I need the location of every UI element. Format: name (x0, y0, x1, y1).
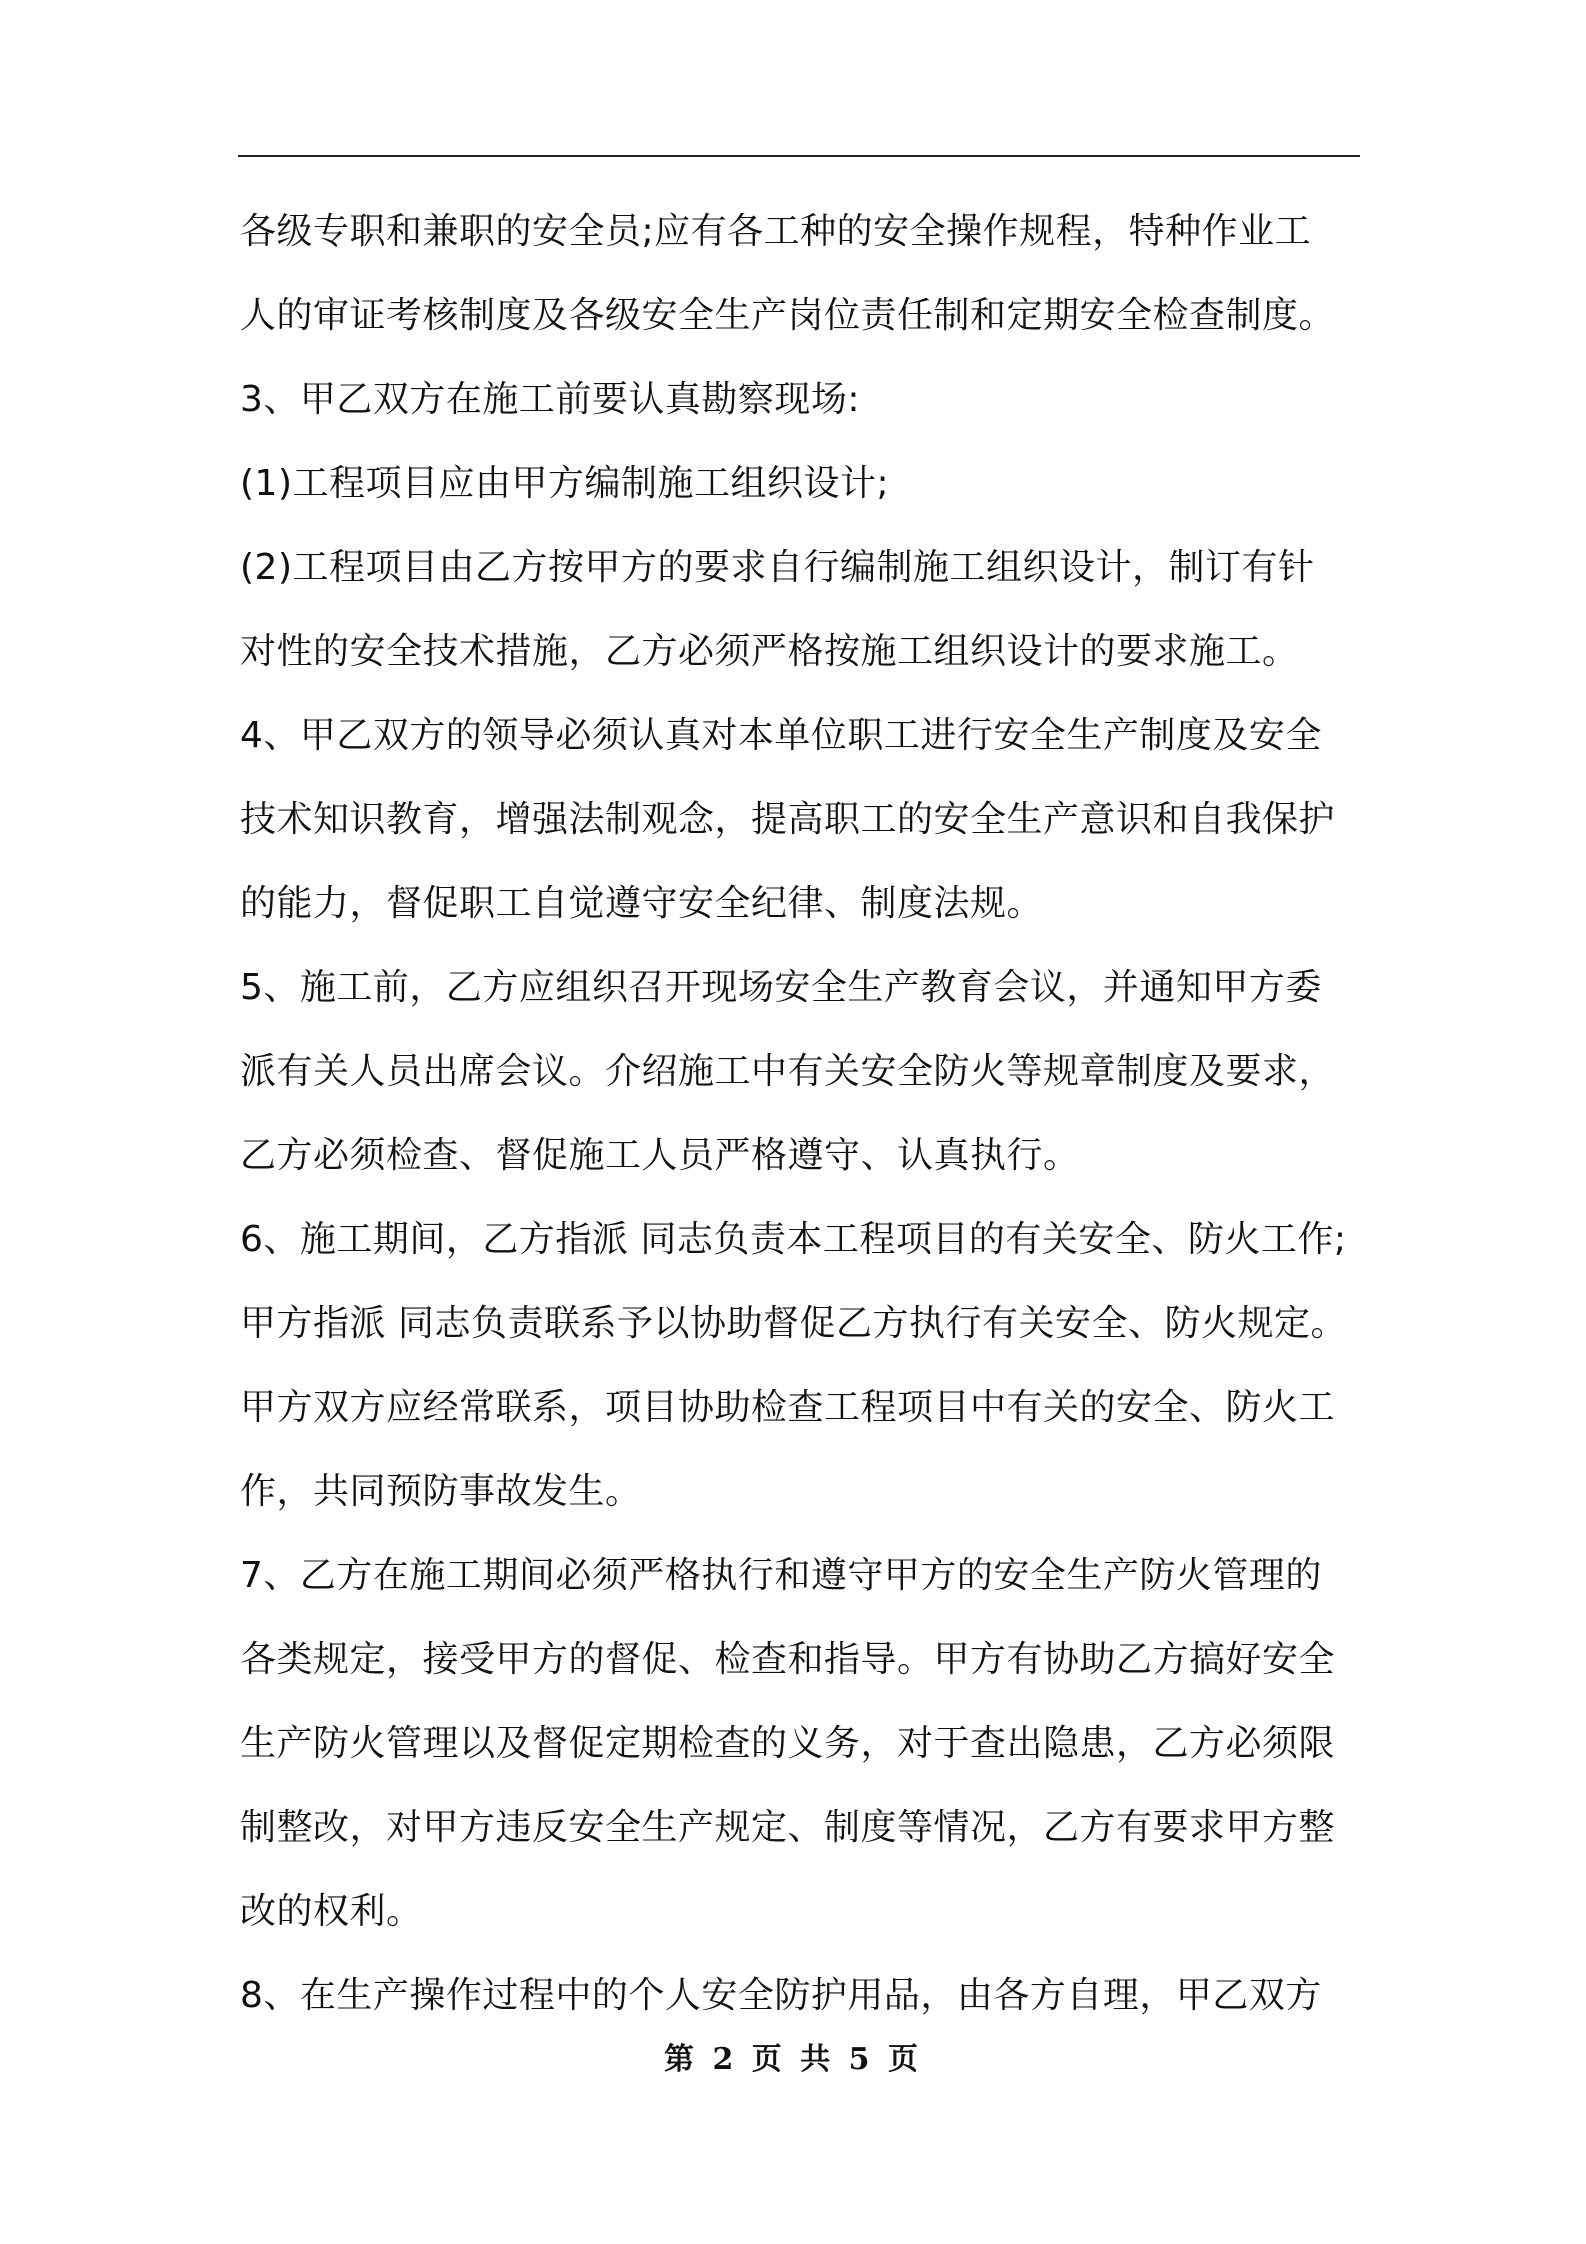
text-line: 5、施工前，乙方应组织召开现场安全生产教育会议，并通知甲方委 (240, 967, 1322, 1008)
text-line: 8、在生产操作过程中的个人安全防护用品，由各方自理，甲乙双方 (240, 1975, 1322, 2016)
text-line: 各类规定，接受甲方的督促、检查和指导。甲方有协助乙方搞好安全 (240, 1639, 1336, 1680)
text-line: 甲方双方应经常联系，项目协助检查工程项目中有关的安全、防火工 (240, 1387, 1336, 1428)
document-body (240, 190, 1365, 2038)
text-line: 甲方指派 同志负责联系予以协助督促乙方执行有关安全、防火规定。 (240, 1303, 1347, 1344)
text-line: 作，共同预防事故发生。 (240, 1471, 642, 1512)
text-line: 技术知识教育，增强法制观念，提高职工的安全生产意识和自我保护 (240, 799, 1336, 840)
text-line: 6、施工期间，乙方指派 同志负责本工程项目的有关安全、防火工作; (240, 1219, 1347, 1260)
text-line: 各级专职和兼职的安全员;应有各工种的安全操作规程，特种作业工 (240, 211, 1312, 252)
text-line: 改的权利。 (240, 1891, 423, 1932)
text-line: 派有关人员出席会议。介绍施工中有关安全防火等规章制度及要求， (240, 1051, 1336, 1092)
text-line: 乙方必须检查、督促施工人员严格遵守、认真执行。 (240, 1135, 1080, 1176)
text-line: 对性的安全技术措施，乙方必须严格按施工组织设计的要求施工。 (240, 631, 1299, 672)
text-line: 制整改，对甲方违反安全生产规定、制度等情况，乙方有要求甲方整 (240, 1807, 1336, 1848)
text-line: 7、乙方在施工期间必须严格执行和遵守甲方的安全生产防火管理的 (240, 1555, 1322, 1596)
text-line: (2)工程项目由乙方按甲方的要求自行编制施工组织设计，制订有针 (240, 547, 1315, 588)
text-line: 生产防火管理以及督促定期检查的义务，对于查出隐患，乙方必须限 (240, 1723, 1336, 1764)
text-line: 人的审证考核制度及各级安全生产岗位责任制和定期安全检查制度。 (240, 295, 1336, 336)
page-number: 第 2 页 共 5 页 (664, 2042, 922, 2077)
header-divider (238, 155, 1360, 157)
text-line: 的能力，督促职工自觉遵守安全纪律、制度法规。 (240, 883, 1044, 924)
text-line: 3、甲乙双方在施工前要认真勘察现场: (240, 379, 861, 420)
text-line: (1)工程项目应由甲方编制施工组织设计; (240, 463, 890, 504)
text-line: 4、甲乙双方的领导必须认真对本单位职工进行安全生产制度及安全 (240, 715, 1322, 756)
